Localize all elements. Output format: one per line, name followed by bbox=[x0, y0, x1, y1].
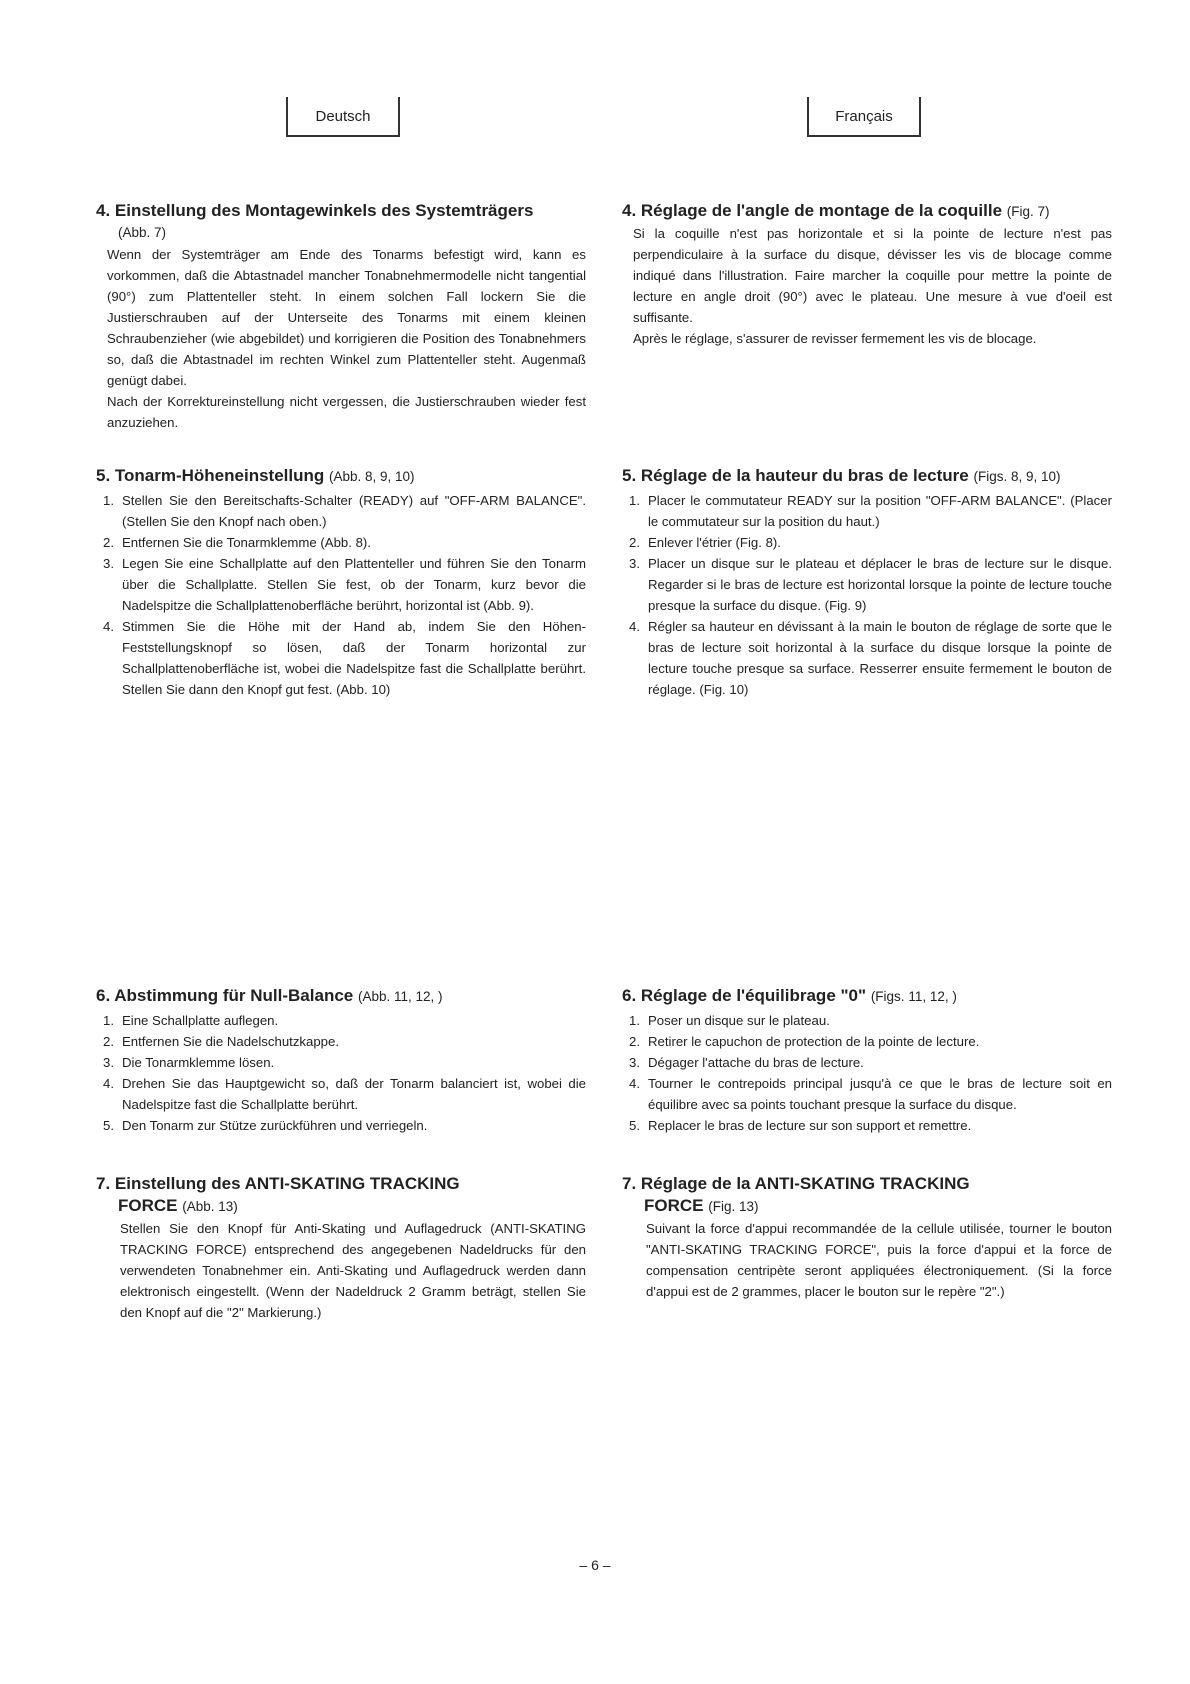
section-title: 7. Réglage de la ANTI-SKATING TRACKING bbox=[622, 1174, 970, 1193]
section-heading bbox=[622, 465, 1112, 488]
section-heading bbox=[96, 465, 586, 488]
paragraph: Stellen Sie den Knopf für Anti-Skating und Auflagedruck (ANTI-SKATING TRACKING FORCE) entsprechend des angegebenen Nadeldrucks für den verwendeten Tonabnehmer ein. Anti-Skating und Auflagedruck werden dann elektronisch eingestellt. (Wenn der Nadeldruck 2 Gramm beträgt, stellen Sie den Knopf auf die "2" Markierung.) bbox=[120, 1221, 586, 1320]
step-number: 2. bbox=[629, 535, 640, 550]
step-number: 1. bbox=[629, 1013, 640, 1028]
section-body bbox=[96, 244, 586, 433]
section-title-continuation bbox=[622, 1195, 1112, 1218]
list-item bbox=[96, 532, 586, 553]
section-figure-ref: (Abb. 8, 9, 10) bbox=[329, 469, 415, 484]
section-body bbox=[96, 1218, 586, 1323]
list-item bbox=[96, 490, 586, 532]
language-label-text: Français bbox=[835, 107, 893, 125]
language-label-deutsch bbox=[286, 97, 400, 137]
step-number: 2. bbox=[103, 535, 114, 550]
step-text: Tourner le contrepoids principal jusqu'à ce que le bras de lecture soit en équilibre avec sa points touchant presque la surface du disque. bbox=[648, 1076, 1112, 1112]
step-number: 2. bbox=[629, 1034, 640, 1049]
list-item bbox=[96, 1031, 586, 1052]
list-item bbox=[622, 616, 1112, 700]
step-number: 3. bbox=[103, 556, 114, 571]
section-figure-ref: (Abb. 7) bbox=[118, 225, 167, 240]
list-item bbox=[622, 1031, 1112, 1052]
section-figure-ref: (Fig. 13) bbox=[708, 1199, 759, 1214]
step-number: 3. bbox=[103, 1055, 114, 1070]
step-list bbox=[96, 490, 586, 700]
section-body bbox=[622, 1218, 1112, 1302]
list-item bbox=[96, 616, 586, 700]
section-heading bbox=[96, 1173, 586, 1218]
step-list bbox=[622, 490, 1112, 700]
step-text: Stimmen Sie die Höhe mit der Hand ab, indem Sie den Höhen-Feststellungsknopf so lösen, daß der Tonarm horizontal zur Schallplattenoberfläche ist, wobei die Nadelspitze fast die Schallplatte berührt. Stellen Sie dann den Knopf gut fest. (Abb. 10) bbox=[122, 619, 586, 697]
step-text: Entfernen Sie die Nadelschutzkappe. bbox=[122, 1034, 340, 1049]
step-text: Enlever l'étrier (Fig. 8). bbox=[648, 535, 781, 550]
list-item bbox=[622, 1115, 1112, 1136]
section-title: 4. Réglage de l'angle de montage de la coquille bbox=[622, 201, 1003, 220]
step-text: Entfernen Sie die Tonarmklemme (Abb. 8). bbox=[122, 535, 371, 550]
list-item bbox=[96, 1115, 586, 1136]
paragraph: Wenn der Systemträger am Ende des Tonarms befestigt wird, kann es vorkommen, daß die Abtastnadel mancher Tonabnehmermodelle nicht tangential (90°) zum Plattenteller steht. In einem solchen Fall lockern Sie die Justierschrauben auf der Unterseite des Tonarms mit einem kleinen Schraubenzieher (wie abgebildet) und korrigieren die Position des Tonabnehmers so, daß die Abtastnadel im rechten Winkel zum Plattenteller steht. Augenmaß genügt dabei. bbox=[107, 247, 586, 388]
fr-section-7 bbox=[622, 1173, 1112, 1302]
step-text: Eine Schallplatte auflegen. bbox=[122, 1013, 279, 1028]
list-item bbox=[622, 553, 1112, 616]
paragraph: Si la coquille n'est pas horizontale et si la pointe de lecture n'est pas perpendiculaire à la surface du disque, dévisser les vis de blocage comme indiqué dans l'illustration. Faire marcher la coquille pour mettre la pointe de lecture en angle droit (90°) avec le plateau. Une mesure à vue d'oeil est suffisante. bbox=[633, 226, 1112, 325]
step-number: 4. bbox=[629, 619, 640, 634]
list-item bbox=[96, 1052, 586, 1073]
section-body bbox=[622, 223, 1112, 349]
de-section-5 bbox=[96, 465, 586, 700]
paragraph: Suivant la force d'appui recommandée de la cellule utilisée, tourner le bouton "ANTI-SKATING TRACKING FORCE", puis la force d'appui et la force de compensation centripète seront appliquées électroniquement. (Si la force d'appui est de 2 grammes, placer le bouton sur le repère "2".) bbox=[646, 1221, 1112, 1299]
section-figure-ref: (Fig. 7) bbox=[1006, 204, 1050, 219]
language-label-text: Deutsch bbox=[315, 107, 371, 125]
step-text: Replacer le bras de lecture sur son support et remettre. bbox=[648, 1118, 972, 1133]
step-text: Stellen Sie den Bereitschafts-Schalter (READY) auf "OFF-ARM BALANCE". (Stellen Sie den Knopf nach oben.) bbox=[122, 493, 586, 529]
section-title-cont-text: FORCE bbox=[118, 1196, 178, 1215]
list-item bbox=[96, 1073, 586, 1115]
list-item bbox=[622, 1010, 1112, 1031]
list-item bbox=[622, 490, 1112, 532]
step-text: Retirer le capuchon de protection de la pointe de lecture. bbox=[648, 1034, 980, 1049]
list-item bbox=[622, 532, 1112, 553]
step-number: 2. bbox=[103, 1034, 114, 1049]
section-title: 6. Abstimmung für Null-Balance bbox=[96, 986, 354, 1005]
page-number: – 6 – bbox=[579, 1557, 611, 1573]
de-section-4 bbox=[96, 200, 586, 433]
section-title: 5. Réglage de la hauteur du bras de lecture bbox=[622, 466, 969, 485]
fr-section-4 bbox=[622, 200, 1112, 349]
step-text: Drehen Sie das Hauptgewicht so, daß der Tonarm balanciert ist, wobei die Nadelspitze fast die Schallplatte berührt. bbox=[122, 1076, 586, 1112]
section-figure-ref: (Figs. 11, 12, ) bbox=[870, 989, 957, 1004]
language-label-francais bbox=[807, 97, 921, 137]
section-heading bbox=[96, 985, 586, 1008]
section-heading bbox=[622, 200, 1112, 223]
step-text: Dégager l'attache du bras de lecture. bbox=[648, 1055, 864, 1070]
step-number: 4. bbox=[103, 619, 114, 634]
section-figure-ref: (Abb. 13) bbox=[182, 1199, 238, 1214]
list-item bbox=[622, 1052, 1112, 1073]
step-list bbox=[622, 1010, 1112, 1136]
section-title: 4. Einstellung des Montagewinkels des Systemträgers bbox=[96, 201, 534, 220]
de-section-7 bbox=[96, 1173, 586, 1323]
step-number: 1. bbox=[103, 493, 114, 508]
section-heading bbox=[96, 200, 586, 244]
de-section-6 bbox=[96, 985, 586, 1136]
step-text: Den Tonarm zur Stütze zurückführen und verriegeln. bbox=[122, 1118, 428, 1133]
step-number: 1. bbox=[629, 493, 640, 508]
section-heading bbox=[622, 1173, 1112, 1218]
section-title-cont-text: FORCE bbox=[644, 1196, 704, 1215]
step-text: Placer un disque sur le plateau et déplacer le bras de lecture sur le disque. Regarder si le bras de lecture est horizontal lorsque la pointe de lecture touche presque la surface du disque. (Fig. 9) bbox=[648, 556, 1112, 613]
step-number: 4. bbox=[103, 1076, 114, 1091]
step-number: 4. bbox=[629, 1076, 640, 1091]
step-number: 5. bbox=[629, 1118, 640, 1133]
fr-section-6 bbox=[622, 985, 1112, 1136]
step-number: 3. bbox=[629, 1055, 640, 1070]
step-number: 1. bbox=[103, 1013, 114, 1028]
fr-section-5 bbox=[622, 465, 1112, 700]
step-text: Legen Sie eine Schallplatte auf den Plattenteller und führen Sie den Tonarm über die Schallplatte. Stellen Sie fest, ob der Tonarm, kurz bevor die Nadelspitze die Schallplattenoberfläche berührt, horizontal ist (Abb. 9). bbox=[122, 556, 586, 613]
step-text: Régler sa hauteur en dévissant à la main le bouton de réglage de sorte que le bras de lecture soit horizontal à la surface du disque lorsque la pointe de lecture touche presque sa surface. Resserrer ensuite fermement le bouton de réglage. (Fig. 10) bbox=[648, 619, 1112, 697]
step-text: Poser un disque sur le plateau. bbox=[648, 1013, 830, 1028]
section-title-continuation bbox=[96, 1195, 586, 1218]
section-figure-ref: (Abb. 11, 12, ) bbox=[357, 989, 443, 1004]
step-number: 3. bbox=[629, 556, 640, 571]
list-item bbox=[96, 553, 586, 616]
section-title: 6. Réglage de l'équilibrage "0" bbox=[622, 986, 867, 1005]
paragraph: Nach der Korrektureinstellung nicht vergessen, die Justierschrauben wieder fest anzuziehen. bbox=[107, 394, 586, 430]
step-text: Placer le commutateur READY sur la position "OFF-ARM BALANCE". (Placer le commutateur sur la position du haut.) bbox=[648, 493, 1112, 529]
section-figure-ref: (Figs. 8, 9, 10) bbox=[973, 469, 1061, 484]
section-title: 7. Einstellung des ANTI-SKATING TRACKING bbox=[96, 1174, 460, 1193]
list-item bbox=[622, 1073, 1112, 1115]
section-title: 5. Tonarm-Höheneinstellung bbox=[96, 466, 325, 485]
step-number: 5. bbox=[103, 1118, 114, 1133]
step-text: Die Tonarmklemme lösen. bbox=[122, 1055, 275, 1070]
section-heading bbox=[622, 985, 1112, 1008]
paragraph: Après le réglage, s'assurer de revisser fermement les vis de blocage. bbox=[633, 331, 1037, 346]
step-list bbox=[96, 1010, 586, 1136]
list-item bbox=[96, 1010, 586, 1031]
